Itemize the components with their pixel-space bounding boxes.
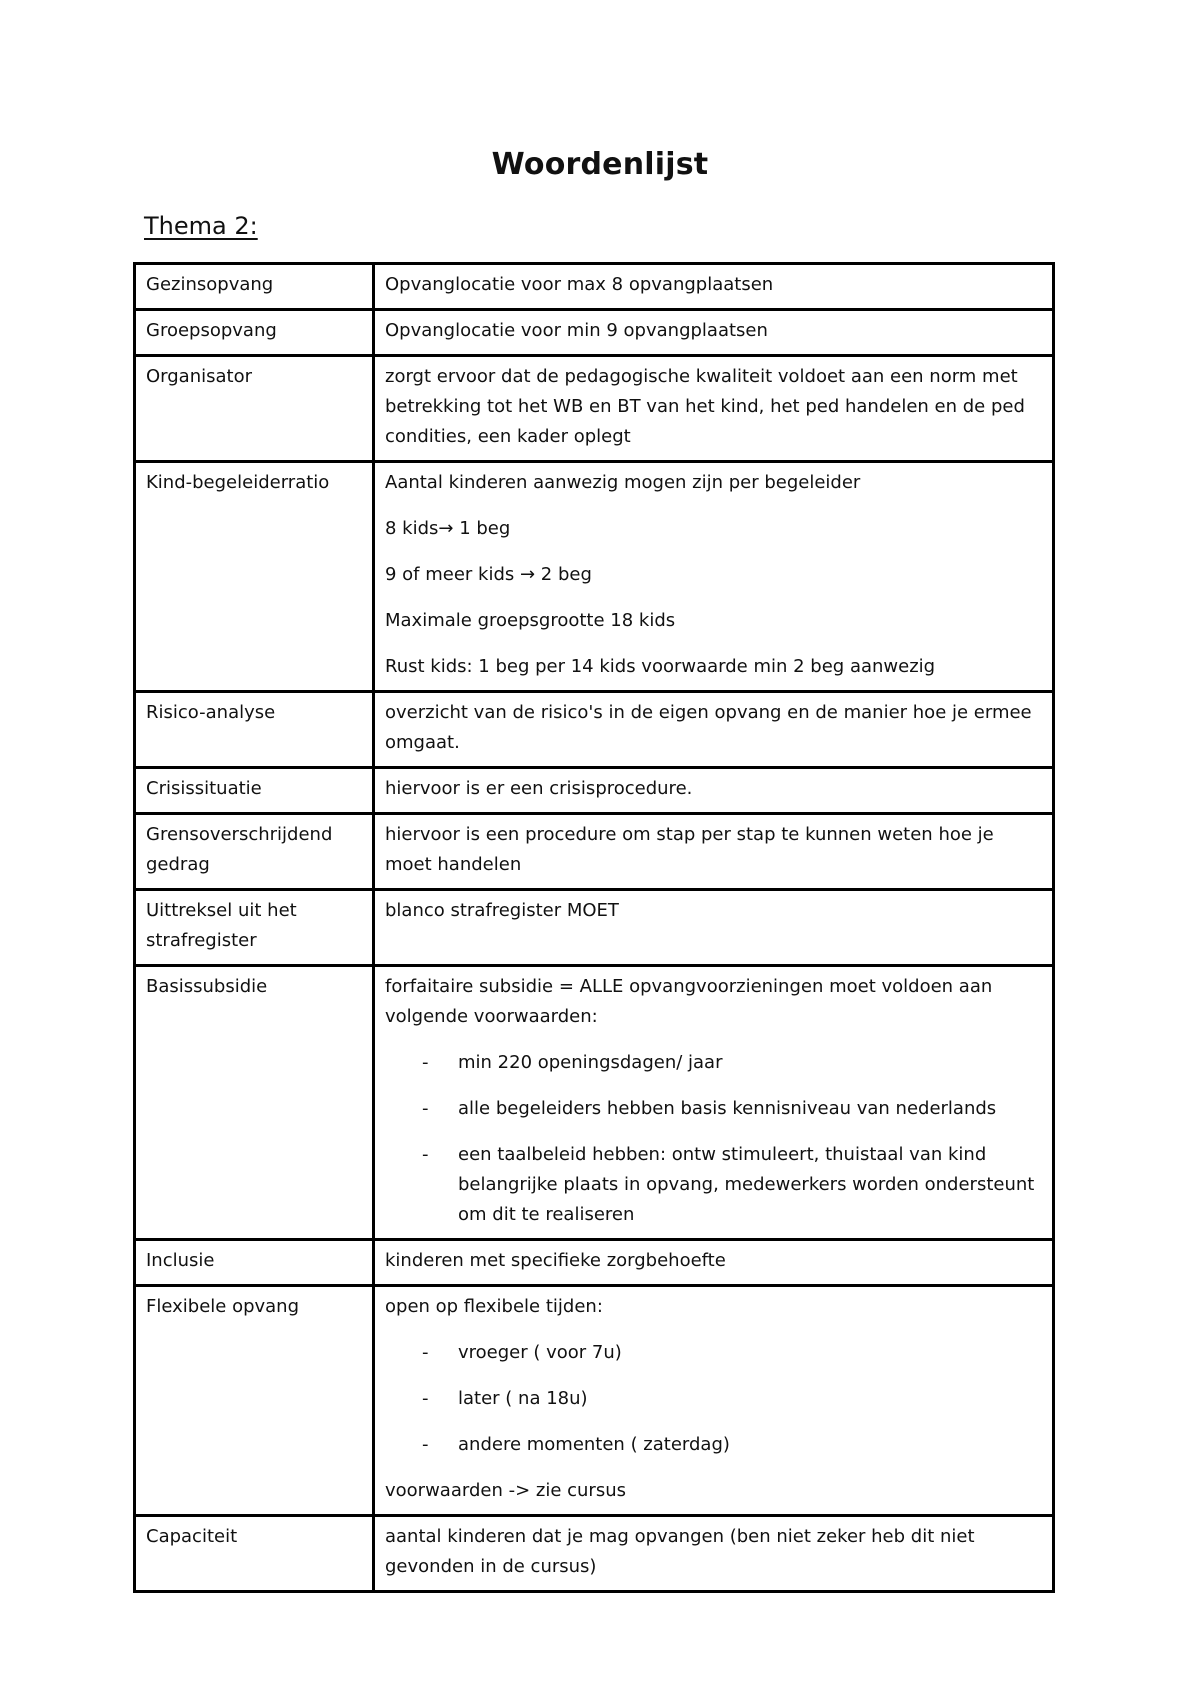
table-row (135, 1516, 1054, 1592)
term-cell: Flexibele opvang (135, 1286, 374, 1516)
definition-line: Rust kids: 1 beg per 14 kids voorwaarde min 2 beg aanwezig (385, 656, 936, 677)
term-cell: Grensoverschrijdend gedrag (135, 814, 374, 890)
definition-line: 8 kids→ 1 beg (385, 518, 511, 539)
list-item-text: vroeger ( voor 7u) (458, 1342, 622, 1363)
dash-bullet: - (422, 1052, 429, 1073)
dash-bullet: - (422, 1434, 429, 1455)
table-row (135, 462, 1054, 692)
section-heading: Thema 2: (144, 212, 258, 240)
definition-cell (374, 1286, 1054, 1516)
table-row (135, 310, 1054, 356)
definition-intro: open op flexibele tijden: (385, 1296, 603, 1317)
dash-bullet: - (422, 1144, 429, 1165)
definition-cell: Opvanglocatie voor min 9 opvangplaatsen (374, 310, 1054, 356)
definition-line: Aantal kinderen aanwezig mogen zijn per begeleider (385, 472, 861, 493)
list-item (385, 1430, 1043, 1460)
definition-cell (374, 966, 1054, 1240)
dash-bullet: - (422, 1098, 429, 1119)
list-item-text: andere momenten ( zaterdag) (458, 1434, 730, 1455)
table-row (135, 768, 1054, 814)
list-item (385, 1384, 1043, 1414)
glossary-table (133, 262, 1055, 1593)
definition-cell: Opvanglocatie voor max 8 opvangplaatsen (374, 264, 1054, 310)
term-cell: Basissubsidie (135, 966, 374, 1240)
term-cell: Gezinsopvang (135, 264, 374, 310)
dash-bullet: - (422, 1342, 429, 1363)
term-cell: Capaciteit (135, 1516, 374, 1592)
definition-cell: overzicht van de risico's in de eigen opvang en de manier hoe je ermee omgaat. (374, 692, 1054, 768)
term-cell: Organisator (135, 356, 374, 462)
definition-intro: forfaitaire subsidie = ALLE opvangvoorzieningen moet voldoen aan volgende voorwaarden: (385, 976, 993, 1027)
term-cell: Crisissituatie (135, 768, 374, 814)
table-row (135, 966, 1054, 1240)
list-item (385, 1094, 1043, 1124)
definition-line: Maximale groepsgrootte 18 kids (385, 610, 676, 631)
term-cell: Uittreksel uit het strafregister (135, 890, 374, 966)
definition-cell: blanco strafregister MOET (374, 890, 1054, 966)
table-row (135, 692, 1054, 768)
list-item (385, 1140, 1043, 1230)
definition-cell: zorgt ervoor dat de pedagogische kwaliteit voldoet aan een norm met betrekking tot het WB en BT van het kind, het ped handelen en de ped condities, een kader oplegt (374, 356, 1054, 462)
bullet-list (385, 1048, 1043, 1230)
definition-cell: hiervoor is een procedure om stap per stap te kunnen weten hoe je moet handelen (374, 814, 1054, 890)
table-row (135, 356, 1054, 462)
definition-cell: kinderen met specifieke zorgbehoefte (374, 1240, 1054, 1286)
bullet-list (385, 1338, 1043, 1460)
definition-outro: voorwaarden -> zie cursus (385, 1480, 626, 1501)
page-title: Woordenlijst (491, 147, 709, 182)
table-row (135, 1240, 1054, 1286)
list-item-text: alle begeleiders hebben basis kennisniveau van nederlands (458, 1098, 997, 1119)
term-cell: Inclusie (135, 1240, 374, 1286)
table-row (135, 1286, 1054, 1516)
list-item-text: min 220 openingsdagen/ jaar (458, 1052, 723, 1073)
list-item-text: een taalbeleid hebben: ontw stimuleert, thuistaal van kind belangrijke plaats in opvang, medewerkers worden ondersteunt om dit te realiseren (458, 1144, 1035, 1225)
definition-line: 9 of meer kids → 2 beg (385, 564, 592, 585)
table-row (135, 264, 1054, 310)
term-cell: Risico-analyse (135, 692, 374, 768)
definition-cell: hiervoor is er een crisisprocedure. (374, 768, 1054, 814)
term-cell: Groepsopvang (135, 310, 374, 356)
definition-cell (374, 462, 1054, 692)
term-cell: Kind-begeleiderratio (135, 462, 374, 692)
table-row (135, 890, 1054, 966)
list-item-text: later ( na 18u) (458, 1388, 588, 1409)
list-item (385, 1048, 1043, 1078)
definition-cell: aantal kinderen dat je mag opvangen (ben niet zeker heb dit niet gevonden in de cursus) (374, 1516, 1054, 1592)
list-item (385, 1338, 1043, 1368)
dash-bullet: - (422, 1388, 429, 1409)
table-row (135, 814, 1054, 890)
